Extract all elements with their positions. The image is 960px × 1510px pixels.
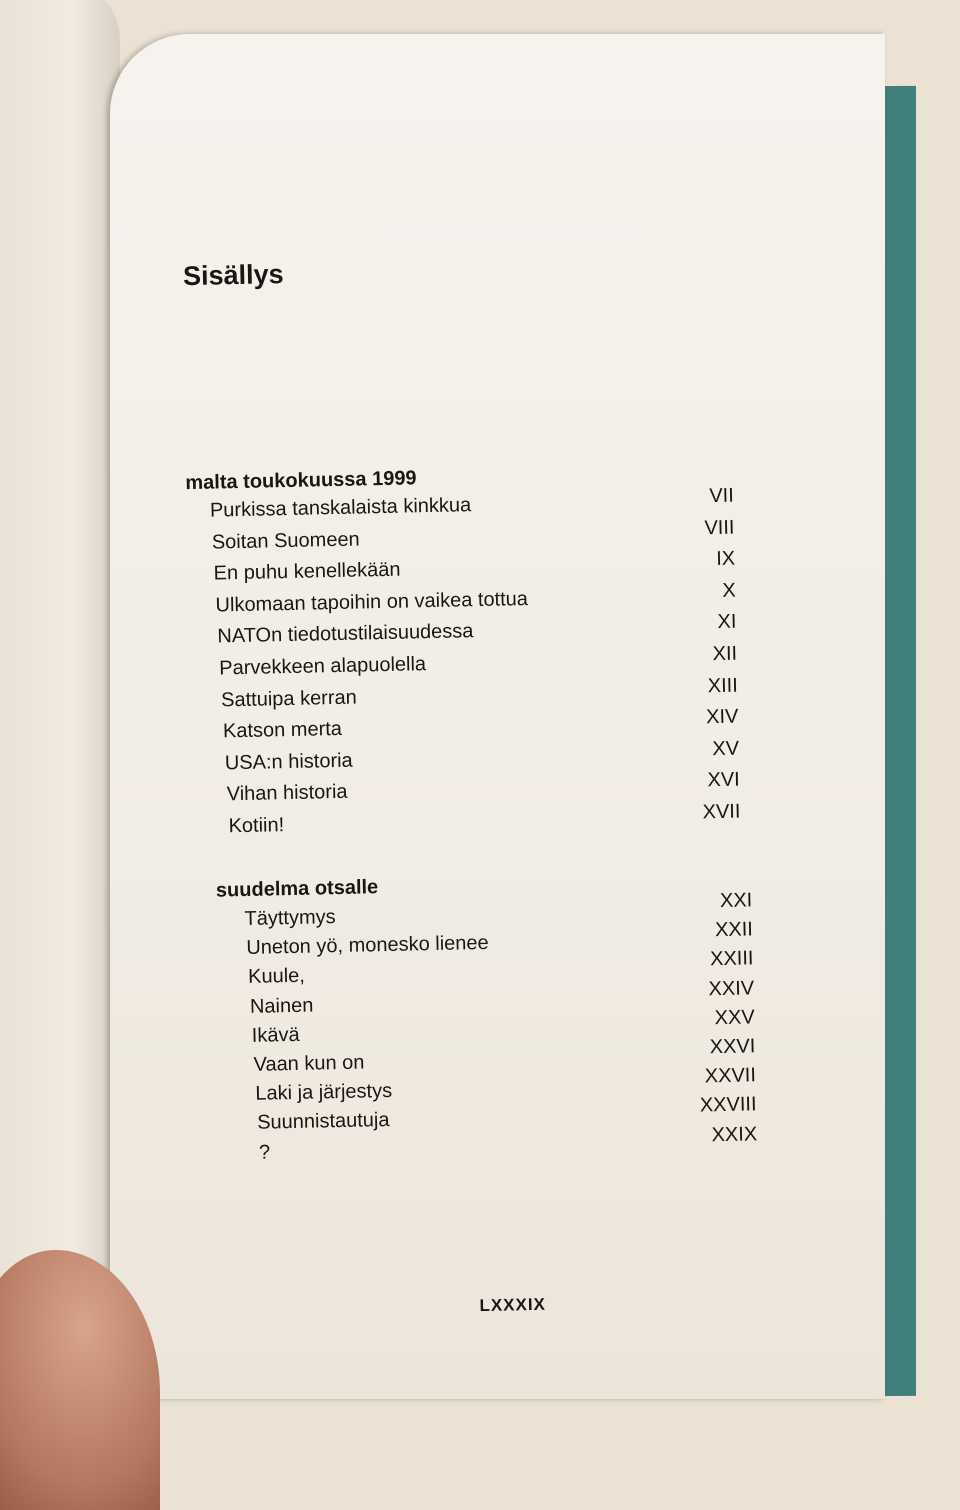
toc-entry-title: Kotiin! xyxy=(228,814,285,838)
toc-entry-page: XIII xyxy=(707,674,738,697)
toc-entry-title: Soitan Suomeen xyxy=(211,528,360,554)
toc-entry-title: USA:n historia xyxy=(224,749,353,775)
toc-entry-title: Täyttymys xyxy=(244,906,336,930)
toc-entry-title: Parvekkeen alapuolella xyxy=(219,653,427,680)
toc-entry-title: Katson merta xyxy=(222,718,343,743)
toc-entry-page: XV xyxy=(712,737,740,760)
toc-entry-page: XXIII xyxy=(709,947,754,971)
toc-entry-title: En puhu kenellekään xyxy=(213,558,401,585)
section-1-titles xyxy=(210,489,533,843)
toc-entry-page: XXV xyxy=(714,1006,755,1029)
toc-entry-title: Purkissa tanskalaista kinkkua xyxy=(209,494,472,522)
toc-entry-title: Vihan historia xyxy=(226,781,348,806)
section-2-titles xyxy=(244,900,493,1168)
toc-entry-page: XI xyxy=(717,610,737,634)
section-2-pages xyxy=(632,886,757,1151)
toc-entry-page: X xyxy=(722,579,736,602)
toc-entry-title: Kuule, xyxy=(247,965,306,989)
section-heading: suudelma otsalle xyxy=(215,876,379,902)
toc-entry-page: XXVII xyxy=(704,1064,757,1088)
toc-entry-page: XII xyxy=(712,642,738,666)
toc-entry-page: XXVI xyxy=(709,1035,756,1059)
toc-entry-title: Ulkomaan tapoihin on vaikea tottua xyxy=(215,587,529,617)
toc-entry-title: ? xyxy=(258,1140,271,1164)
toc-entry-title: Vaan kun on xyxy=(253,1051,365,1076)
section-1-pages xyxy=(613,481,740,831)
toc-entry-page: XIV xyxy=(705,705,739,729)
toc-entry-title: Sattuipa kerran xyxy=(220,686,357,711)
toc-entry-page: XXIV xyxy=(708,976,755,1000)
toc-entry-page: XXVIII xyxy=(699,1093,757,1117)
toc-entry-page: IX xyxy=(715,547,736,571)
toc-entry-title: Suunnistautuja xyxy=(256,1109,390,1135)
toc-entry-title: Nainen xyxy=(249,994,314,1018)
toc-entry-page: VII xyxy=(709,484,735,508)
toc-entry-page: XXI xyxy=(719,889,753,913)
page-number: LXXXIX xyxy=(479,1294,547,1316)
toc-entry-title: NATOn tiedotustilaisuudessa xyxy=(217,620,474,648)
section-heading: malta toukokuussa 1999 xyxy=(185,467,417,495)
toc-entry-title: Ikävä xyxy=(251,1023,300,1047)
toc-entry-title: Laki ja järjestys xyxy=(255,1080,393,1105)
toc-entry-page: XXIX xyxy=(711,1122,758,1146)
toc-entry-page: XVII xyxy=(702,800,741,824)
toc-entry-page: XVI xyxy=(707,768,740,792)
toc-entry-page: XXII xyxy=(714,918,754,942)
page-title: Sisällys xyxy=(182,259,284,292)
toc-entry-page: VIII xyxy=(704,516,735,539)
toc-entry-title: Uneton yö, monesko lienee xyxy=(246,932,489,960)
